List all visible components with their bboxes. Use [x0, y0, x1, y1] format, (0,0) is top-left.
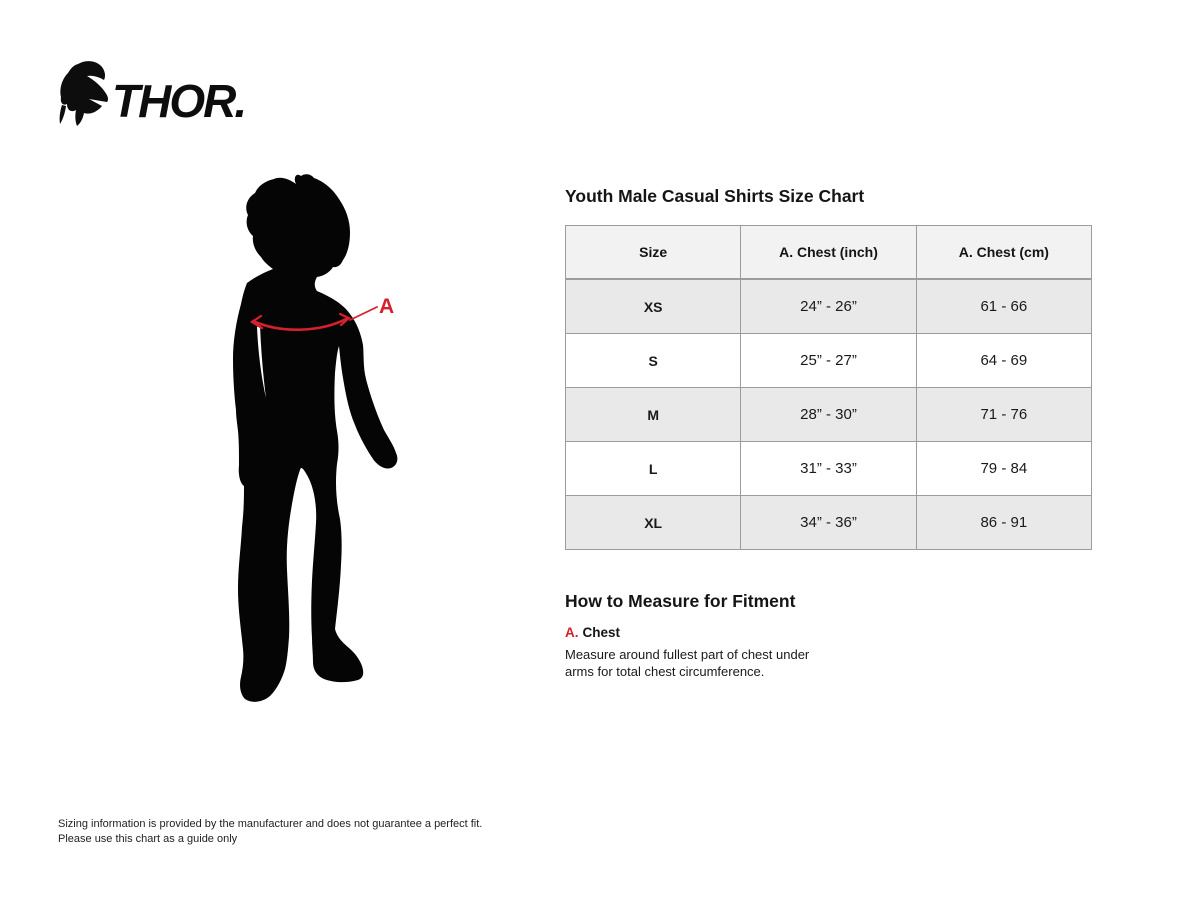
thor-wordmark: THOR. — [112, 75, 246, 127]
table-header-row — [566, 226, 1092, 280]
thor-logo — [58, 56, 248, 128]
column-header-size: Size — [566, 226, 741, 280]
measurement-figure — [200, 170, 460, 730]
chest-cm-value: 64 - 69 — [916, 334, 1091, 388]
table-row-xs — [566, 279, 1092, 334]
measure-heading: How to Measure for Fitment — [565, 591, 796, 611]
size-value: S — [566, 334, 741, 388]
size-chart-title: Youth Male Casual Shirts Size Chart — [565, 186, 865, 206]
chest-inch-value: 31” - 33” — [741, 442, 916, 496]
size-value: L — [566, 442, 741, 496]
measure-name-chest: Chest — [582, 625, 621, 640]
figure-svg — [200, 170, 460, 730]
thor-logo-svg — [58, 56, 248, 128]
chest-cm-value: 61 - 66 — [916, 279, 1091, 334]
chest-cm-value: 79 - 84 — [916, 442, 1091, 496]
content-column — [565, 186, 1092, 680]
chest-cm-value: 71 - 76 — [916, 388, 1091, 442]
table-row-l — [566, 442, 1092, 496]
measure-item-chest — [565, 625, 1092, 641]
child-silhouette — [233, 174, 397, 702]
disclaimer-line-2: Please use this chart as a guide only — [58, 833, 238, 845]
table-row-s — [566, 334, 1092, 388]
table-row-m — [566, 388, 1092, 442]
measure-key-a: A. — [565, 625, 579, 640]
measure-description: Measure around fullest part of chest under arms for total chest circumference. — [565, 647, 810, 679]
table-row-xl — [566, 496, 1092, 550]
disclaimer — [58, 817, 482, 847]
chest-inch-value: 34” - 36” — [741, 496, 916, 550]
chest-label-a: A — [379, 295, 395, 318]
chest-inch-value: 28” - 30” — [741, 388, 916, 442]
size-value: XS — [566, 279, 741, 334]
chest-inch-value: 25” - 27” — [741, 334, 916, 388]
column-header-chest-cm: A. Chest (cm) — [916, 226, 1091, 280]
chest-inch-value: 24” - 26” — [741, 279, 916, 334]
chest-cm-value: 86 - 91 — [916, 496, 1091, 550]
size-value: M — [566, 388, 741, 442]
disclaimer-line-1: Sizing information is provided by the manufacturer and does not guarantee a perfect fit. — [58, 818, 483, 830]
size-value: XL — [566, 496, 741, 550]
column-header-chest-inch: A. Chest (inch) — [741, 226, 916, 280]
thor-goat-icon — [60, 61, 108, 126]
chest-label-leader-line — [350, 307, 377, 320]
size-chart-table — [565, 225, 1092, 550]
